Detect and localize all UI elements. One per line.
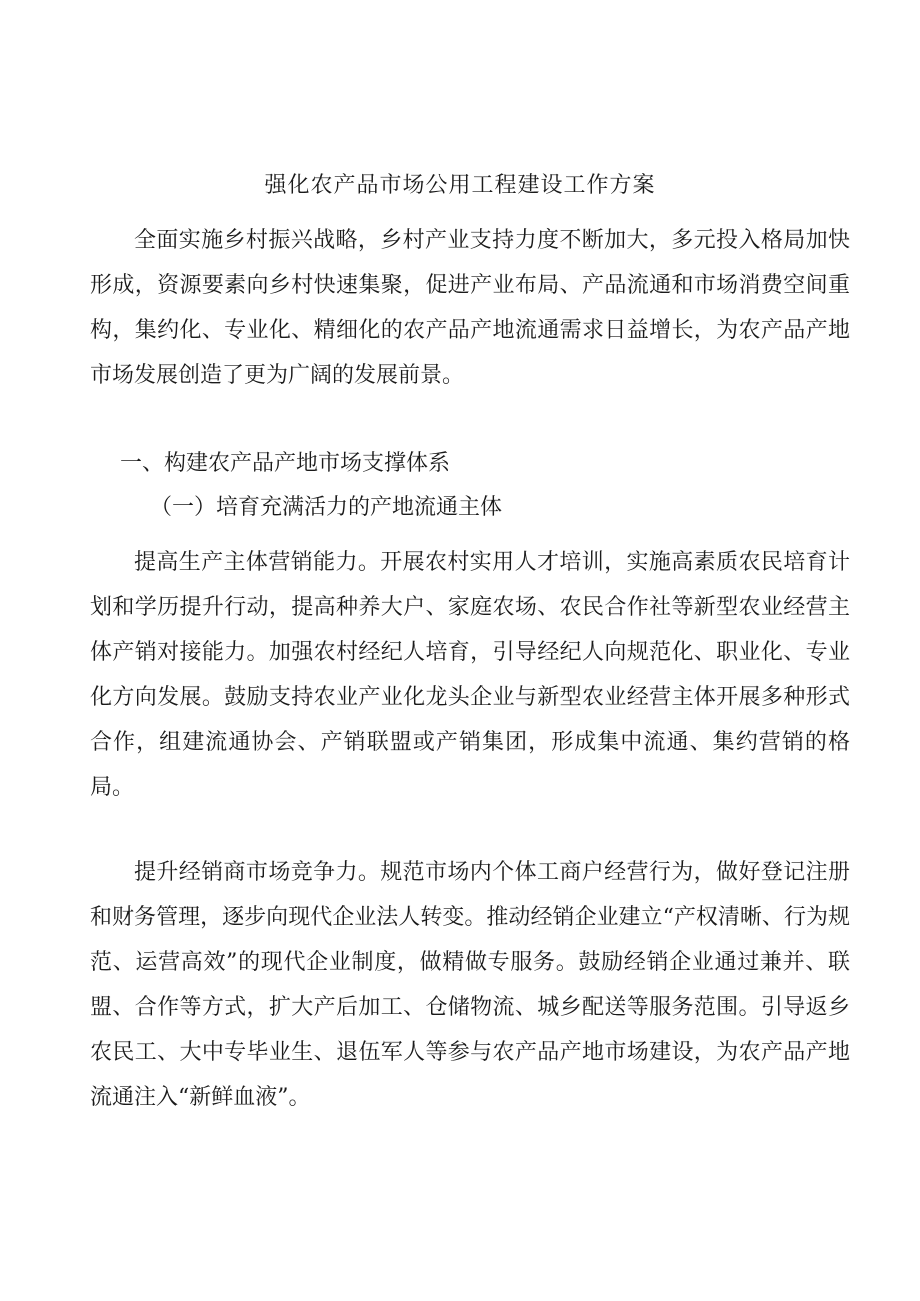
body-paragraph: 提高生产主体营销能力。开展农村实用人才培训，实施高素质农民培育计划和学历提升行动，提高种养大户、家庭农场、农民合作社等新型农业经营主体产销对接能力。加强农村经纪人培育，引导经纪人向规范化、职业化、专业化方向发展。鼓励支持农业产业化龙头企业与新型农业经营主体开展多种形式合作，组建流通协会、产销联盟或产销集团，形成集中流通、集约营销的格局。: [90, 550, 850, 800]
intro-paragraph: 全面实施乡村振兴战略，乡村产业支持力度不断加大，多元投入格局加快形成，资源要素向乡村快速集聚，促进产业布局、产品流通和市场消费空间重构，集约化、专业化、精细化的农产品产地流通需求日益增长，为农产品产地市场发展创造了更为广阔的发展前景。: [90, 228, 850, 388]
subsection-heading: （一）培育充满活力的产地流通主体: [150, 495, 503, 520]
document-title: 强化农产品市场公用工程建设工作方案: [264, 173, 656, 198]
body-paragraph: 提升经销商市场竞争力。规范市场内个体工商户经营行为，做好登记注册和财务管理，逐步向现代企业法人转变。推动经销企业建立“产权清晰、行为规范、运营高效”的现代企业制度，做精做专服务。鼓励经销企业通过兼并、联盟、合作等方式，扩大产后加工、仓储物流、城乡配送等服务范围。引导返乡农民工、大中专毕业生、退伍军人等参与农产品产地市场建设，为农产品产地流通注入“新鲜血液”。: [90, 860, 850, 1110]
section-heading: 一、构建农产品产地市场支撑体系: [120, 451, 451, 476]
